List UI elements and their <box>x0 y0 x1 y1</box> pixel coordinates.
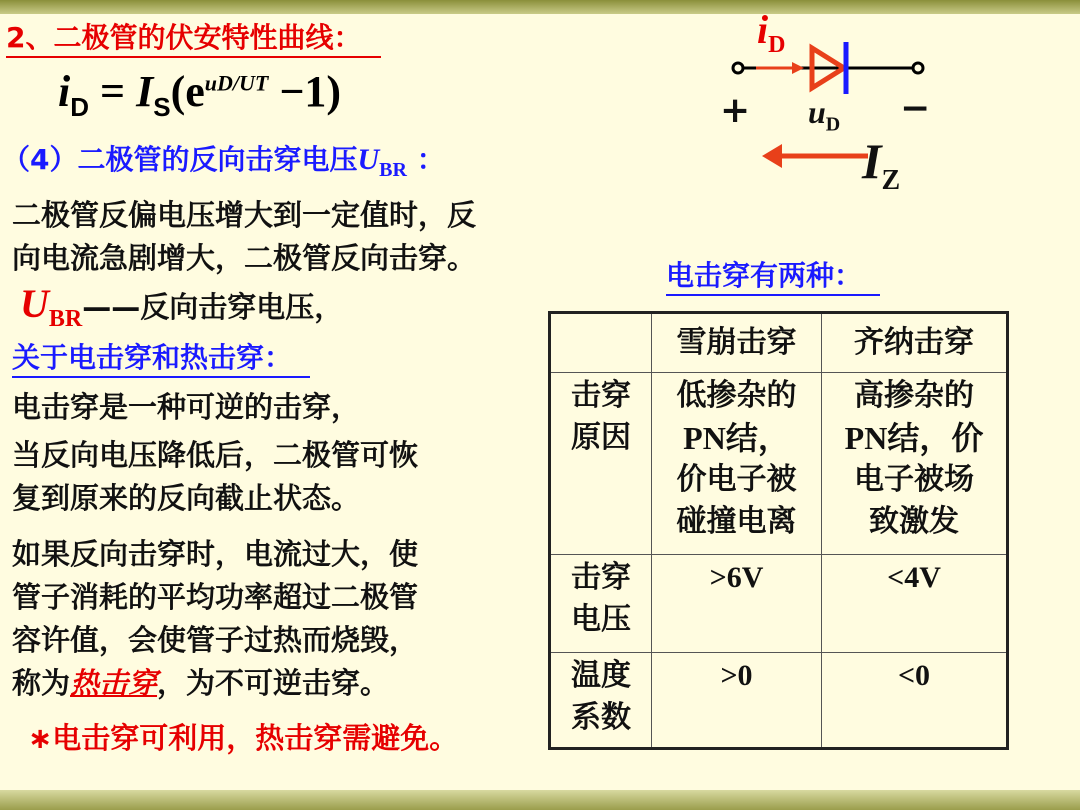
para2-line3: 复到原来的反向截止状态。 <box>12 481 361 515</box>
formula-exponent: uD/UT <box>204 70 269 96</box>
ubr-rest: ——反向击穿电压， <box>82 290 344 324</box>
cell-line: PN结，价 <box>844 420 984 456</box>
id-label <box>757 6 785 59</box>
ubr-u: U <box>20 281 49 326</box>
ubr-definition <box>20 280 343 333</box>
cell-avalanche-cause <box>652 373 822 555</box>
cell-zener-voltage: <4V <box>822 555 1008 653</box>
row-label-line: 原因 <box>571 420 631 455</box>
table-header-zener: 齐纳击穿 <box>822 313 1008 373</box>
table-heading: 电击穿有两种： <box>666 258 880 296</box>
formula-open: (e <box>170 67 205 116</box>
para3-line4 <box>12 662 389 704</box>
row-label-voltage <box>550 555 652 653</box>
table-header-empty <box>550 313 652 373</box>
cathode-terminal <box>913 63 923 73</box>
table-row <box>550 555 1008 653</box>
section4-u-sub: BR <box>379 159 407 181</box>
cell-avalanche-temp: >0 <box>652 653 822 749</box>
breakdown-comparison-table <box>548 311 1009 750</box>
para2-line1: 电击穿是一种可逆的击穿， <box>12 390 361 424</box>
row-label-temp-coeff <box>550 653 652 749</box>
iz-arrow-head-icon <box>762 144 782 168</box>
id-label-var: i <box>757 7 769 52</box>
formula-is: I <box>136 67 154 116</box>
minus-sign: − <box>900 88 931 129</box>
formula-i-sub: D <box>70 91 90 122</box>
cell-zener-temp: <0 <box>822 653 1008 749</box>
cell-zener-cause <box>822 373 1008 555</box>
formula-equals: = <box>100 67 126 116</box>
para3-line2: 管子消耗的平均功率超过二极管 <box>12 580 419 614</box>
iz-label-var: I <box>862 133 882 189</box>
para1-line1: 二极管反偏电压增大到一定值时，反 <box>12 198 477 232</box>
ud-label-sub: D <box>825 113 841 136</box>
para2-line2: 当反向电压降低后，二极管可恢 <box>12 438 419 472</box>
formula-i: i <box>58 67 71 116</box>
formula-is-sub: S <box>153 91 171 122</box>
diode-equation <box>58 66 341 123</box>
slide-title: 2、二极管的伏安特性曲线： <box>6 20 381 58</box>
row-label-line: 系数 <box>571 700 631 735</box>
section4-suffix: ： <box>406 143 445 176</box>
para3-line1: 如果反向击穿时，电流过大，使 <box>12 537 419 571</box>
ud-label-var: u <box>808 94 826 130</box>
about-heading: 关于电击穿和热击穿： <box>12 340 310 378</box>
ubr-u-sub: BR <box>48 306 83 332</box>
plus-sign: + <box>720 90 751 131</box>
section4-u: U <box>357 143 380 176</box>
para3-line3: 容许值，会使管子过热而烧毁， <box>12 623 419 657</box>
table-header-row <box>550 313 1008 373</box>
ud-label <box>808 94 840 136</box>
row-label-line: 温度 <box>571 658 631 693</box>
table-row <box>550 373 1008 555</box>
bottom-decor-bar <box>0 790 1080 810</box>
para3-line4-post: ，为不可逆击穿。 <box>157 666 390 700</box>
row-label-line: 电压 <box>571 602 631 637</box>
cell-line: PN结， <box>683 420 790 456</box>
iz-label-sub: Z <box>881 165 901 196</box>
id-label-sub: D <box>768 32 786 58</box>
row-label-cause <box>550 373 652 555</box>
formula-close: −1) <box>279 67 342 116</box>
cell-line: 致激发 <box>869 504 959 539</box>
row-label-line: 击穿 <box>571 378 631 413</box>
table-header-avalanche: 雪崩击穿 <box>652 313 822 373</box>
cell-line: 高掺杂的 <box>854 378 974 413</box>
anode-terminal <box>733 63 743 73</box>
para3-line4-pre: 称为 <box>12 666 71 700</box>
cell-line: 碰撞电离 <box>676 504 797 539</box>
row-label-line: 击穿 <box>571 560 631 595</box>
cell-line: 低掺杂的 <box>676 378 797 413</box>
usage-note: ∗电击穿可利用，热击穿需避免。 <box>28 721 459 755</box>
para1-line2: 向电流急剧增大，二极管反向击穿。 <box>12 241 477 275</box>
cell-line: 价电子被 <box>676 462 797 497</box>
iz-label <box>862 132 900 197</box>
id-arrow-head-icon <box>792 62 804 74</box>
section4-prefix: （4）二极管的反向击穿电压 <box>2 143 358 176</box>
cell-line: 电子被场 <box>854 462 974 497</box>
thermal-breakdown-term: 热击穿 <box>70 666 158 700</box>
cell-avalanche-voltage: >6V <box>652 555 822 653</box>
table-row <box>550 653 1008 749</box>
section4-heading <box>2 138 445 182</box>
